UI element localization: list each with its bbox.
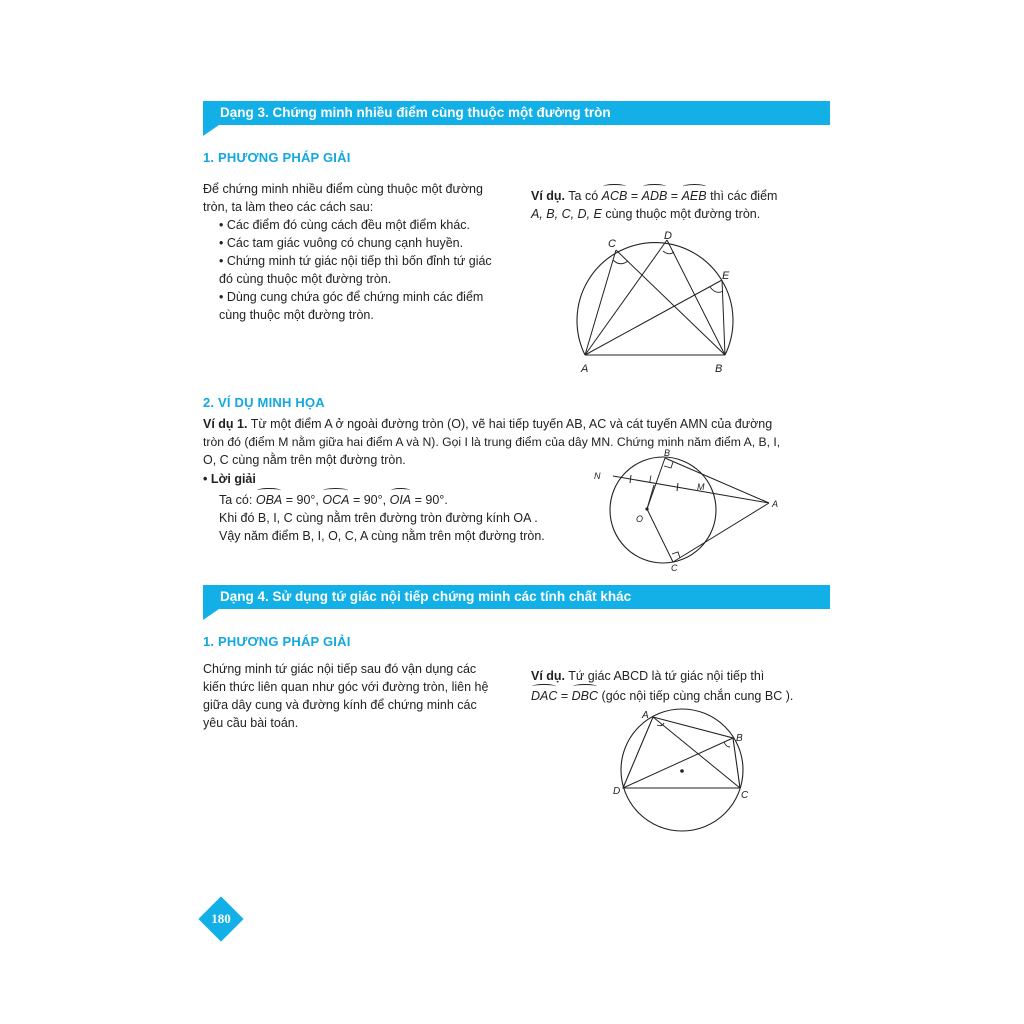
label-e: E xyxy=(722,270,730,282)
diagonal-bd xyxy=(623,738,733,788)
text-line: Để chứng minh nhiều điểm cùng thuộc một đường xyxy=(203,182,483,196)
section-heading-method: 1. PHƯƠNG PHÁP GIẢI xyxy=(203,150,351,165)
label-a: A xyxy=(581,363,589,375)
label-i: I xyxy=(649,474,652,484)
text: thì các điểm xyxy=(710,189,778,203)
label-c: C xyxy=(741,790,749,801)
angle-oca: OCA xyxy=(322,493,350,507)
text-line: O, C cùng nằm trên một đường tròn. xyxy=(203,453,406,467)
tangent-ab xyxy=(665,458,769,503)
example-text-block-dang4: Ví dụ. Tứ giác ABCD là tứ giác nội tiếp thì DAC = DBC (góc nội tiếp cùng chắn cung BC ). xyxy=(531,669,794,703)
angle-oia: OIA xyxy=(389,493,412,507)
secant-amn xyxy=(613,476,769,503)
angle-mark-b xyxy=(724,742,730,747)
text-line: Vậy năm điểm B, I, O, C, A cùng nằm trên một đường tròn. xyxy=(219,529,545,543)
center-dot xyxy=(680,769,684,773)
segment-ad xyxy=(585,240,667,355)
angle-aeb: AEB xyxy=(681,189,707,203)
example1-label: Ví dụ 1. xyxy=(203,417,248,431)
angle-adb: ADB xyxy=(641,189,668,203)
example-label: Ví dụ. xyxy=(531,669,566,683)
method-text-block-dang4 xyxy=(203,660,503,732)
quadrilateral-abcd xyxy=(623,717,740,788)
label-a: A xyxy=(772,499,779,509)
label-b: B xyxy=(664,448,671,458)
bullet-item: cùng thuộc một đường tròn. xyxy=(219,308,374,322)
example-text-block: Ví dụ. Ta có ACB = ADB = AEB thì các điểm A, B, C, D, E cùng thuộc một đường tròn. xyxy=(531,189,778,221)
bullet-item: • Dùng cung chứa góc để chứng minh các điểm xyxy=(219,290,484,304)
banner-tail xyxy=(203,609,219,620)
figure-tangents xyxy=(585,446,785,576)
tick-mark xyxy=(630,475,631,483)
angle-acb: ACB xyxy=(601,189,628,203)
angle-dbc: DBC xyxy=(571,689,599,703)
text: Tứ giác ABCD là tứ giác nội tiếp thì xyxy=(568,669,765,683)
example-label: Ví dụ. xyxy=(531,189,566,203)
right-angle-c xyxy=(672,552,680,558)
tangent-ac xyxy=(673,503,769,562)
banner-title: Dạng 4. Sử dụng tứ giác nội tiếp chứng minh các tính chất khác xyxy=(220,589,632,604)
text-line: tròn đó (điểm M nằm giữa hai điểm A và N). Gọi I là trung điểm của dây MN. Chứng minh năm điểm A, B, I, xyxy=(203,435,781,449)
label-d: D xyxy=(664,230,672,242)
segment-db xyxy=(667,240,725,355)
text: (góc nội tiếp cùng chắn cung BC ). xyxy=(601,689,794,703)
angle-mark-c xyxy=(613,260,628,264)
angle-dac: DAC xyxy=(531,689,558,703)
text-line: kiến thức liên quan như góc với đường tròn, liên hệ xyxy=(203,680,489,694)
text-line: Chứng minh tứ giác nội tiếp sau đó vận dụng các xyxy=(203,662,477,676)
label-b: B xyxy=(715,363,723,375)
section-heading-examples: 2. VÍ DỤ MINH HỌA xyxy=(203,395,325,410)
label-c: C xyxy=(608,238,616,250)
label-a: A xyxy=(642,710,649,721)
solution-block: • Lời giải Ta có: OBA = 90°, OCA = 90°, OIA = 90°. Khi đó B, I, C cùng nằm trên đường tròn đường kính OA . Vậy năm điểm B, I, O, C, A cùng nằm trên một đường tròn. xyxy=(203,470,583,545)
right-angle-b xyxy=(664,462,673,468)
text-line: tròn, ta làm theo các cách sau: xyxy=(203,200,374,214)
angle-mark-e xyxy=(710,287,723,292)
points-list: A, B, C, D, E xyxy=(531,207,602,221)
label-c: C xyxy=(671,563,678,573)
label-o: O xyxy=(636,514,644,524)
section-banner-dang3 xyxy=(203,101,830,125)
figure-circle-points xyxy=(560,225,760,385)
angle-oba: OBA xyxy=(255,493,283,507)
banner-tail xyxy=(203,125,219,136)
section-banner-dang4 xyxy=(203,585,830,609)
solution-label: • Lời giải xyxy=(203,472,256,486)
page-number: 180 xyxy=(211,911,231,926)
banner-title: Dạng 3. Chứng minh nhiều điểm cùng thuộc một đường tròn xyxy=(220,105,611,120)
text: cùng thuộc một đường tròn. xyxy=(605,207,761,221)
segment-ac xyxy=(585,250,616,355)
figure-cyclic-quadrilateral xyxy=(600,705,770,840)
label-b: B xyxy=(736,733,743,744)
segment-cb xyxy=(616,250,725,355)
section-heading-method-dang4: 1. PHƯƠNG PHÁP GIẢI xyxy=(203,634,351,649)
tick-mark xyxy=(677,483,678,491)
bullet-item: • Các tam giác vuông có chung cạnh huyền. xyxy=(219,236,464,250)
center-o xyxy=(645,507,648,510)
bullet-item: • Các điểm đó cùng cách đều một điểm khác. xyxy=(219,218,471,232)
diagonal-ac xyxy=(653,717,740,788)
segment-oi xyxy=(647,485,654,509)
text-line: Từ một điểm A ở ngoài đường tròn (O), vẽ hai tiếp tuyến AB, AC và cát tuyến AMN của đường xyxy=(250,417,773,431)
text: = 90° xyxy=(352,493,383,507)
segment-ae xyxy=(585,280,722,355)
bullet-item: • Chứng minh tứ giác nội tiếp thì bốn đỉnh tứ giác xyxy=(219,254,492,268)
label-n: N xyxy=(594,471,601,481)
text-line: Khi đó B, I, C cùng nằm trên đường tròn đường kính OA . xyxy=(219,511,538,525)
circle-arc xyxy=(577,243,733,355)
text-line: yêu cầu bài toán. xyxy=(203,716,299,730)
text: = 90° xyxy=(285,493,316,507)
text: Ta có xyxy=(568,189,599,203)
label-d: D xyxy=(613,786,621,797)
method-text-block xyxy=(203,180,503,324)
text: = 90° xyxy=(414,493,445,507)
radius-oc xyxy=(647,509,673,562)
text: Ta có: xyxy=(219,493,253,507)
label-m: M xyxy=(697,482,705,492)
text-line: giữa dây cung và đường kính để chứng minh các xyxy=(203,698,477,712)
bullet-item: đó cùng thuộc một đường tròn. xyxy=(219,272,392,286)
